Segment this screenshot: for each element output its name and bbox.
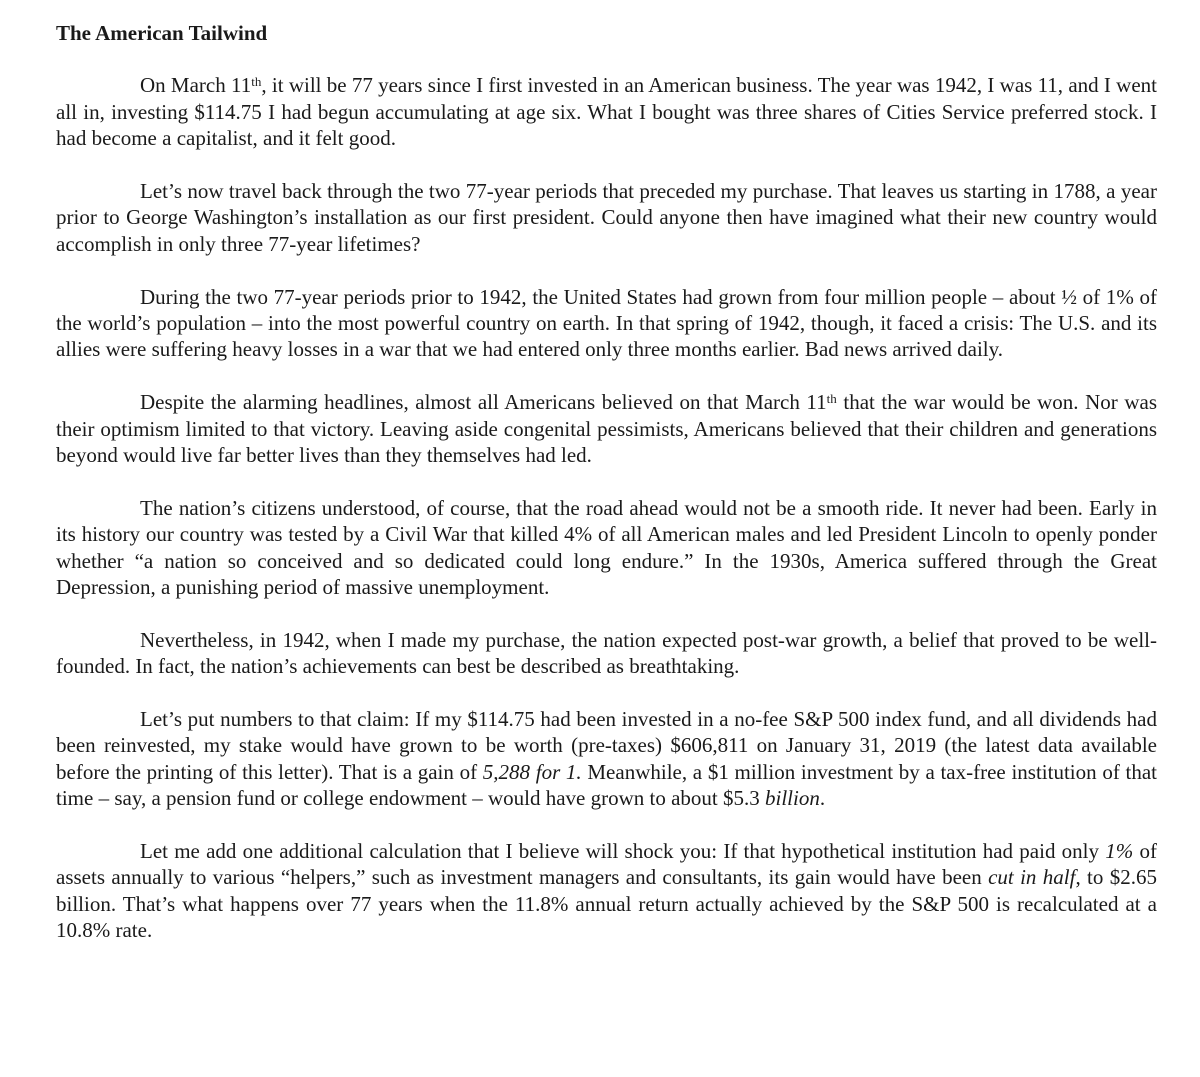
paragraph-text: Nevertheless, in 1942, when I made my purchase, the nation expected post-war growth, a belief that proved to be well-founded. In fact, the nation’s achievements can best be described as breathtaking. [56, 627, 1157, 679]
emphasis-text: 1% [1105, 839, 1134, 864]
document-page [56, 20, 1157, 970]
paragraph-text: , to $2.65 billion. That’s what happens over 77 years when the 11.8% annual return actually achieved by the S&P 500 is recalculated at a 10.8% rate. [56, 865, 1157, 943]
paragraph-text: of assets annually to various “helpers,” such as investment managers and consultants, its gain would have been [56, 839, 1157, 890]
paragraph-text: Meanwhile, a $1 million investment by a tax-free institution of that time – say, a pension fund or college endowment – would have grown to about $5.3 [56, 759, 1158, 811]
paragraph-text: Let’s put numbers to that claim: If my $114.75 had been invested in a no-fee S&P 500 index fund, and all dividends had been reinvested, my stake would have grown to be worth (pre-taxes) $606,811 on January 31, 2019 (the latest data available before the printing of this letter). That is a gain of [56, 707, 1157, 784]
paragraph-text: , it will be 77 years since I first invested in an American business. The year was 1942, I was 11, and I went all in, investing $114.75 I had begun accumulating at age six. What I bought was three shares of Cities Service preferred stock. I had become a capitalist, and it felt good. [56, 73, 1157, 151]
paragraph [56, 284, 1157, 363]
paragraph-text: The nation’s citizens understood, of course, that the road ahead would not be a smooth ride. It never had been. Early in its history our country was tested by a Civil War that killed 4% of all American males and led President Lincoln to openly ponder whether “a nation so conceived and so dedicated could long endure.” In the 1930s, America suffered through the Great Depression, a punishing period of massive unemployment. [56, 495, 1157, 600]
paragraph-text: Let me add one additional calculation that I believe will shock you: If that hypothetical institution had paid only [140, 839, 1106, 864]
paragraph [56, 838, 1157, 944]
paragraph-text: . [819, 786, 826, 811]
paragraph [56, 72, 1157, 151]
ordinal-suffix: th [826, 391, 837, 407]
paragraph [56, 389, 1157, 468]
emphasis-text: 5,288 for 1. [482, 759, 582, 784]
ordinal-suffix: th [251, 74, 262, 90]
paragraph [56, 706, 1157, 812]
paragraph [56, 627, 1157, 680]
paragraph-text: Let’s now travel back through the two 77-year periods that preceded my purchase. That leaves us starting in 1788, a year prior to George Washington’s installation as our first president. Could anyone then have imagined what their new country would accomplish in only three 77-year lifetimes? [56, 179, 1157, 256]
emphasis-text: cut in half [988, 865, 1076, 890]
emphasis-text: billion [765, 786, 820, 811]
paragraph-text: During the two 77-year periods prior to 1942, the United States had grown from four million people – about ½ of 1% of the world’s population – into the most powerful country on earth. In that spring of 1942, though, it faced a crisis: The U.S. and its allies were suffering heavy losses in a war that we had entered only three months earlier. Bad news arrived daily. [56, 284, 1157, 362]
document-title: The American Tailwind [56, 21, 268, 45]
paragraph [56, 495, 1157, 601]
document-body [56, 72, 1157, 943]
paragraph-text: Despite the alarming headlines, almost all Americans believed on that March 11 [140, 390, 827, 415]
paragraph-text: On March 11 [140, 73, 252, 98]
paragraph [56, 178, 1157, 257]
paragraph-text: that the war would be won. Nor was their optimism limited to that victory. Leaving aside congenital pessimists, Americans believed that their children and generations beyond would live far better lives than they themselves had led. [56, 390, 1158, 468]
